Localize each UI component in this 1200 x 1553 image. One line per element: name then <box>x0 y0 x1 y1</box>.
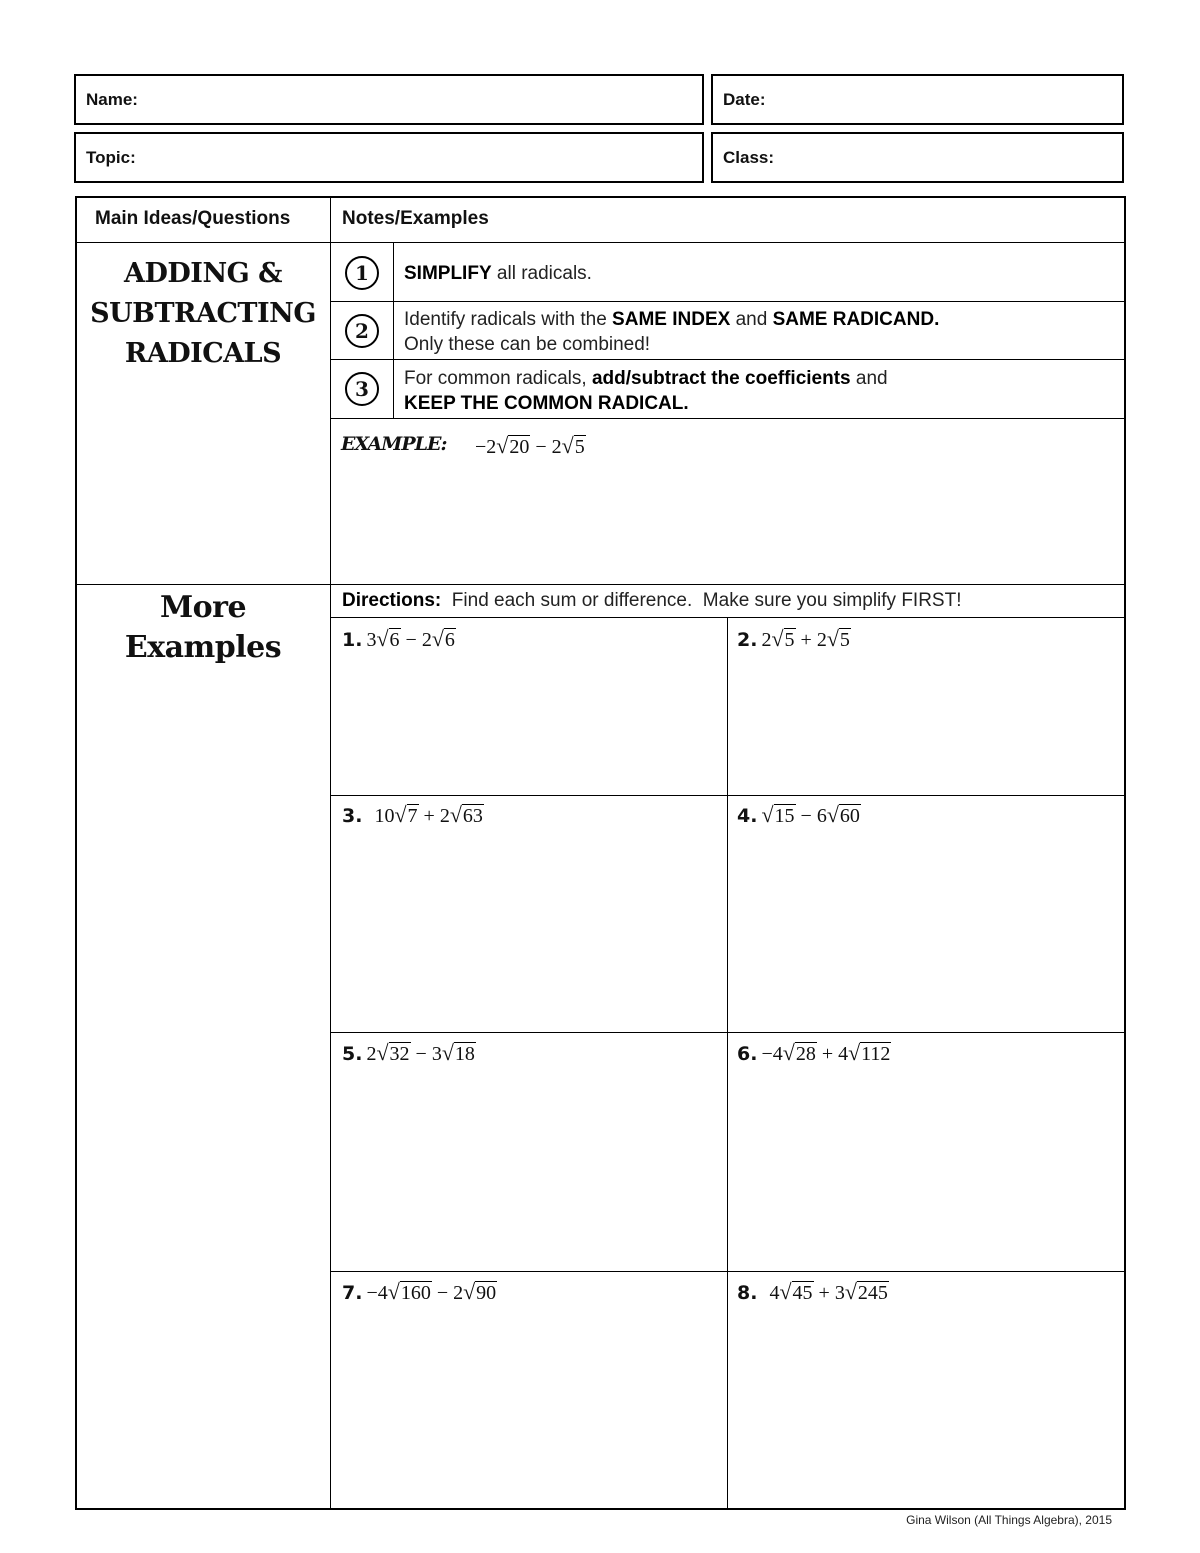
section2-title-line: More <box>159 590 247 625</box>
problem-number: 6. <box>737 1043 758 1065</box>
radical-sign: √6 <box>431 626 455 651</box>
step-2-bold-b: SAME RADICAND. <box>772 309 940 330</box>
header-row-divider <box>75 242 1126 243</box>
step-2-text <box>404 307 939 357</box>
problem-row-divider <box>330 1032 1126 1033</box>
step-2-bold-a: SAME INDEX <box>612 309 731 330</box>
step-2-number-icon: 2 <box>345 314 379 348</box>
radical-sign: √20 <box>496 433 530 458</box>
radical-sign: √32 <box>376 1040 410 1065</box>
problem-expression: 2√32 − 3√18 <box>366 1040 475 1065</box>
directions <box>342 590 961 612</box>
class-field[interactable] <box>711 132 1124 183</box>
problem-expression: −4√28 + 4√112 <box>761 1040 891 1065</box>
problem-expression: 4√45 + 3√245 <box>769 1279 888 1304</box>
step-1-text <box>404 261 592 286</box>
problem-7[interactable] <box>342 1279 497 1305</box>
column-divider <box>330 196 331 1510</box>
radical-sign: √160 <box>387 1279 431 1304</box>
step-3-text-a: For common radicals, <box>404 368 592 389</box>
section1-title <box>78 254 328 374</box>
radical-sign: √7 <box>394 802 418 827</box>
problem-6[interactable] <box>737 1040 891 1066</box>
step-divider <box>330 359 1126 360</box>
problem-expression: 3√6 − 2√6 <box>366 626 455 651</box>
step-1-rest: all radicals. <box>491 263 592 284</box>
radical-sign: √245 <box>844 1279 888 1304</box>
problem-number: 2. <box>737 629 758 651</box>
problem-expression: √15 − 6√60 <box>761 802 860 827</box>
problem-expression: 10√7 + 2√63 <box>374 802 483 827</box>
radical-sign: √112 <box>848 1040 891 1065</box>
step-3-text-b: and <box>850 368 888 389</box>
problem-number: 3. <box>342 805 363 827</box>
directions-label: Directions: <box>342 590 442 611</box>
radical-sign: √15 <box>761 802 795 827</box>
copyright-footer: Gina Wilson (All Things Algebra), 2015 <box>906 1513 1112 1527</box>
step-divider <box>330 418 1126 419</box>
problem-row-divider <box>330 1271 1126 1272</box>
step-3-bold-a: add/subtract the coefficients <box>591 368 851 389</box>
section1-title-line: RADICALS <box>124 338 282 369</box>
name-label: Name: <box>86 90 138 109</box>
section1-title-line: SUBTRACTING <box>90 298 316 329</box>
radical-sign: √60 <box>826 802 860 827</box>
problem-number: 7. <box>342 1282 363 1304</box>
section1-title-line: ADDING & <box>124 258 282 289</box>
problem-number: 8. <box>737 1282 758 1304</box>
topic-label: Topic: <box>86 148 136 167</box>
step-1-number-icon: 1 <box>345 256 379 290</box>
example-label: EXAMPLE: <box>341 433 447 455</box>
step-3-text <box>404 366 888 416</box>
step-3-number-icon: 3 <box>345 372 379 406</box>
step-2-text-b: and <box>730 309 773 330</box>
step-2-line2: Only these can be combined! <box>404 334 651 355</box>
problem-4[interactable] <box>737 802 861 828</box>
directions-text: Find each sum or difference. Make sure you simplify FIRST! <box>441 590 962 611</box>
problem-2[interactable] <box>737 626 851 652</box>
problem-1[interactable] <box>342 626 456 652</box>
step-divider <box>330 301 1126 302</box>
date-label: Date: <box>723 90 766 109</box>
problem-8[interactable] <box>737 1279 889 1305</box>
problem-3[interactable] <box>342 802 484 828</box>
problem-number: 5. <box>342 1043 363 1065</box>
step-3-line2: KEEP THE COMMON RADICAL. <box>404 393 689 414</box>
problem-expression: −4√160 − 2√90 <box>366 1279 497 1304</box>
date-field[interactable] <box>711 74 1124 125</box>
radical-sign: √28 <box>782 1040 816 1065</box>
problem-expression: 2√5 + 2√5 <box>761 626 850 651</box>
topic-field[interactable] <box>74 132 704 183</box>
col1-header: Main Ideas/Questions <box>95 208 291 229</box>
problem-number: 1. <box>342 629 363 651</box>
radical-sign: √63 <box>449 802 483 827</box>
problem-row-divider <box>330 795 1126 796</box>
class-label: Class: <box>723 148 775 167</box>
radical-sign: √6 <box>376 626 400 651</box>
example-expression: −2√20 − 2√5 <box>475 433 585 458</box>
radical-sign: √5 <box>826 626 850 651</box>
step-1-bold: SIMPLIFY <box>404 263 492 284</box>
section2-title <box>78 588 328 668</box>
problem-5[interactable] <box>342 1040 476 1066</box>
radical-sign: √45 <box>779 1279 813 1304</box>
problem-number: 4. <box>737 805 758 827</box>
radical-sign: √5 <box>771 626 795 651</box>
step-2-text-a: Identify radicals with the <box>404 309 613 330</box>
col2-header: Notes/Examples <box>342 208 489 229</box>
radical-sign: √18 <box>441 1040 475 1065</box>
name-field[interactable] <box>74 74 704 125</box>
directions-divider <box>330 617 1126 618</box>
radical-sign: √5 <box>561 433 585 458</box>
radical-sign: √90 <box>463 1279 497 1304</box>
section-divider <box>75 584 1126 585</box>
section2-title-line: Examples <box>124 630 282 665</box>
problem-column-divider <box>727 617 728 1510</box>
step-number-divider <box>393 242 394 418</box>
